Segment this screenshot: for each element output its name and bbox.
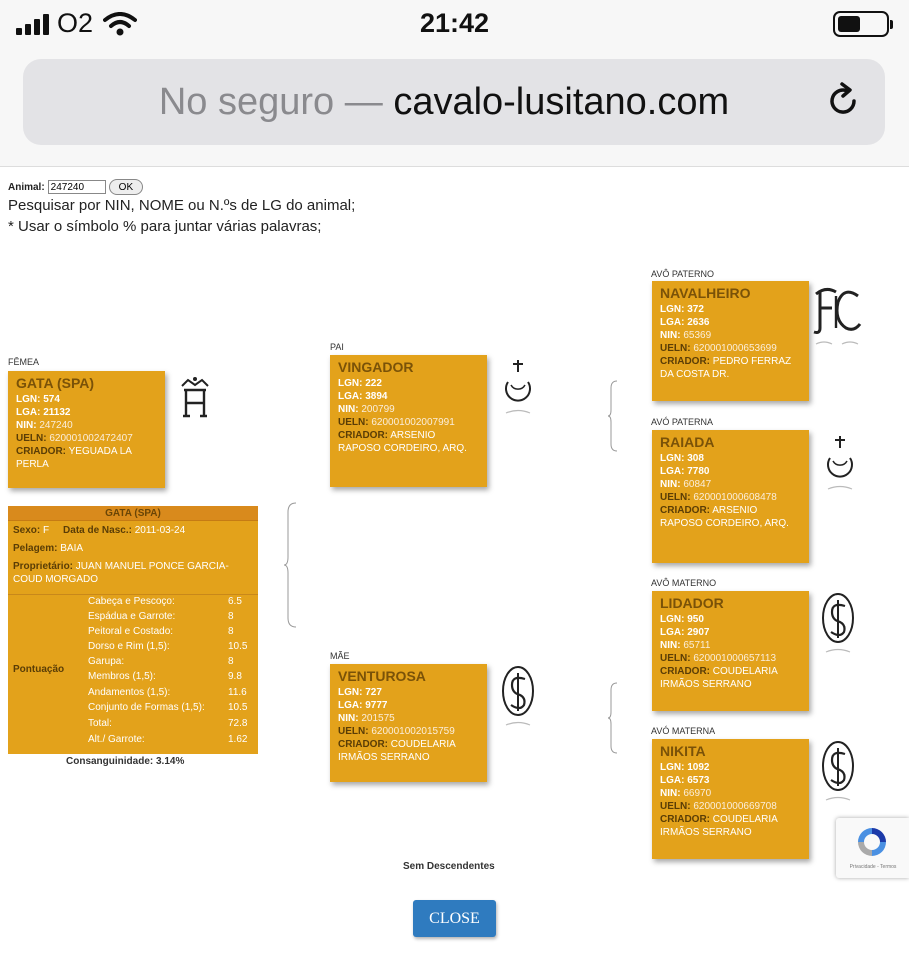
pelagem-value: BAIA (60, 543, 84, 554)
subject-criador: YEGUADA LA PERLA (16, 446, 132, 470)
mgs-criador: COUDELARIA IRMÃOS SERRANO (660, 666, 778, 690)
serrano-brand-icon (500, 665, 536, 729)
pgd-role: AVÓ PATERNA (651, 417, 714, 427)
mgd-criador: COUDELARIA IRMÃOS SERRANO (660, 814, 778, 838)
url-text[interactable] (23, 59, 865, 145)
recaptcha-links: Privacidade - Termos (849, 864, 897, 870)
pgd-name: RAIADA (660, 434, 715, 450)
score-row: Andamentos (1,5): 11.6 (88, 687, 247, 698)
sire-ueln: 620001002007991 (371, 417, 455, 428)
ok-button[interactable]: OK (109, 179, 143, 195)
dam-role: MÃE (330, 651, 350, 661)
mgs-ueln: 620001000657113 (693, 653, 777, 664)
consanguinidade: Consanguinidade: 3.14% (66, 756, 185, 767)
subject-ueln: 620001002472407 (49, 433, 133, 444)
score-row: Peitoral e Costado: 8 (88, 626, 234, 637)
sire-criador: ARSENIO RAPOSO CORDEIRO, ARQ. (338, 430, 467, 454)
sire-name: VINGADOR (338, 359, 414, 375)
card-pgs[interactable]: NAVALHEIRO LGN: 372 LGA: 2636 NIN: 65369 UELN: 620001000653699 CRIADOR: PEDRO FERRAZ DA COSTA DR. (652, 281, 809, 401)
card-pgd[interactable]: RAIADA LGN: 308 LGA: 7780 NIN: 60847 UELN: 620001000608478 CRIADOR: ARSENIO RAPOSO CORDEIRO, ARQ. (652, 430, 809, 563)
pgs-name: NAVALHEIRO (660, 285, 751, 301)
sire-lga: 3894 (365, 391, 388, 402)
mgs-nin: 65711 (683, 640, 711, 651)
mgs-lga: 2907 (687, 627, 710, 638)
score-row: Total: 72.8 (88, 718, 248, 729)
no-descendants: Sem Descendentes (403, 861, 495, 872)
ferraz-brand-icon (812, 284, 864, 346)
mgs-lgn: 950 (687, 614, 704, 625)
animal-input[interactable] (48, 180, 106, 194)
url-separator: — (344, 81, 383, 123)
pgs-criador: PEDRO FERRAZ DA COSTA DR. (660, 356, 792, 380)
pgd-lga: 7780 (687, 466, 710, 477)
recaptcha-icon (852, 824, 892, 862)
score-row: Membros (1,5): 9.8 (88, 671, 242, 682)
proprietario-value: JUAN MANUEL PONCE GARCIA-COUD MORGADO (13, 561, 229, 585)
pgs-lgn: 372 (687, 304, 704, 315)
search-hint-1: Pesquisar por NIN, NOME ou N.ºs de LG do animal; (8, 197, 356, 214)
page-content (0, 168, 909, 960)
brace-maternal (608, 682, 618, 754)
pgd-lgn: 308 (687, 453, 704, 464)
pgs-role: AVÔ PATERNO (651, 269, 715, 279)
mgd-name: NIKITA (660, 743, 706, 759)
search-row (8, 179, 143, 195)
dam-nin: 201575 (361, 713, 395, 724)
card-dam[interactable]: VENTUROSA LGN: 727 LGA: 9777 NIN: 201575 UELN: 620001002015759 CRIADOR: COUDELARIA IRMÃOS SERRANO (330, 664, 487, 782)
mgd-nin: 66970 (683, 788, 712, 799)
raposo-brand-icon (500, 358, 536, 418)
pontuacao-label: Pontuação (13, 664, 65, 675)
card-subject[interactable]: GATA (SPA) LGN: 574 LGA: 21132 NIN: 247240 UELN: 620001002472407 CRIADOR: YEGUADA LA PERLA (8, 371, 165, 488)
serrano-brand-icon (820, 740, 856, 804)
mgs-name: LIDADOR (660, 595, 724, 611)
dam-lga: 9777 (365, 700, 388, 711)
score-row: Dorso e Rim (1,5): 10.5 (88, 641, 248, 652)
reload-icon[interactable] (821, 79, 865, 123)
recaptcha-badge[interactable] (836, 818, 909, 878)
pgs-ueln: 620001000653699 (693, 343, 777, 354)
sire-nin: 200799 (361, 404, 395, 415)
mgd-lgn: 1092 (687, 762, 710, 773)
subject-name: GATA (SPA) (16, 375, 95, 391)
pgs-nin: 65369 (683, 330, 712, 341)
raposo-brand-icon (822, 434, 858, 494)
subject-lga: 21132 (43, 407, 71, 418)
dam-ueln: 620001002015759 (371, 726, 455, 737)
sire-role: PAI (330, 342, 344, 352)
subject-role: FÊMEA (8, 357, 40, 367)
mgd-lga: 6573 (687, 775, 710, 786)
dam-lgn: 727 (365, 687, 382, 698)
mgd-role: AVÓ MATERNA (651, 726, 716, 736)
battery-icon (833, 11, 889, 37)
pgd-nin: 60847 (683, 479, 712, 490)
score-row: Cabeça e Pescoço: 6.5 (88, 596, 242, 607)
yeguada-brand-icon (178, 376, 212, 420)
carrier-name: O2 (57, 8, 94, 38)
status-bar (0, 0, 909, 50)
browser-toolbar (0, 50, 909, 167)
clock: 21:42 (419, 8, 490, 38)
brace-parents (284, 502, 298, 628)
pgs-lga: 2636 (687, 317, 710, 328)
card-mgd[interactable]: NIKITA LGN: 1092 LGA: 6573 NIN: 66970 UELN: 620001000669708 CRIADOR: COUDELARIA IRMÃOS SERRANO (652, 739, 809, 859)
dam-name: VENTUROSA (338, 668, 426, 684)
subject-lgn: 574 (43, 394, 60, 405)
brace-paternal (608, 380, 618, 452)
details-title: GATA (SPA) (8, 506, 258, 521)
score-row: Garupa: 8 (88, 656, 234, 667)
score-row: Alt./ Garrote: 1.62 (88, 734, 248, 745)
mgs-role: AVÔ MATERNO (651, 578, 717, 588)
score-row: Espádua e Garrote: 8 (88, 611, 234, 622)
close-button[interactable]: CLOSE (413, 900, 496, 937)
insecure-label: No seguro (158, 81, 335, 123)
card-sire[interactable]: VINGADOR LGN: 222 LGA: 3894 NIN: 200799 UELN: 620001002007991 CRIADOR: ARSENIO RAPOSO CORDEIRO, ARQ. (330, 355, 487, 487)
card-mgs[interactable]: LIDADOR LGN: 950 LGA: 2907 NIN: 65711 UELN: 620001000657113 CRIADOR: COUDELARIA IRMÃOS SERRANO (652, 591, 809, 711)
subject-nin: 247240 (39, 420, 73, 431)
domain: cavalo-lusitano.com (393, 81, 730, 123)
animal-label: Animal: (8, 181, 45, 193)
search-hint-2: * Usar o símbolo % para juntar várias palavras; (8, 218, 322, 235)
details-panel: GATA (SPA) Sexo: F Data de Nasc.: 2011-03-24 Pelagem: BAIA Proprietário: JUAN MANUEL PONCE GARCIA-COUD MORGADO Pontuação Cabeça e Pescoço: 6.5 Espádua e Garrote: 8 Peitoral e Costado: 8 Dorso e Rim (1,5): 10.5 Garupa: 8 Membros (1,5): 9.8 Andamentos (1,5): 11.6 Conjunto de Formas (1,5): 10.5 Total: 72.8 Alt./ Garrote: 1.62 (8, 506, 258, 754)
score-row: Conjunto de Formas (1,5): 10.5 (88, 702, 248, 713)
address-bar[interactable] (23, 59, 885, 145)
mgd-ueln: 620001000669708 (693, 801, 777, 812)
sire-lgn: 222 (365, 378, 382, 389)
nasc-value: 2011-03-24 (134, 525, 186, 536)
pgd-criador: ARSENIO RAPOSO CORDEIRO, ARQ. (660, 505, 789, 529)
serrano-brand-icon (820, 592, 856, 656)
dam-criador: COUDELARIA IRMÃOS SERRANO (338, 739, 456, 763)
sexo-value: F (43, 525, 50, 536)
pgd-ueln: 620001000608478 (693, 492, 777, 503)
